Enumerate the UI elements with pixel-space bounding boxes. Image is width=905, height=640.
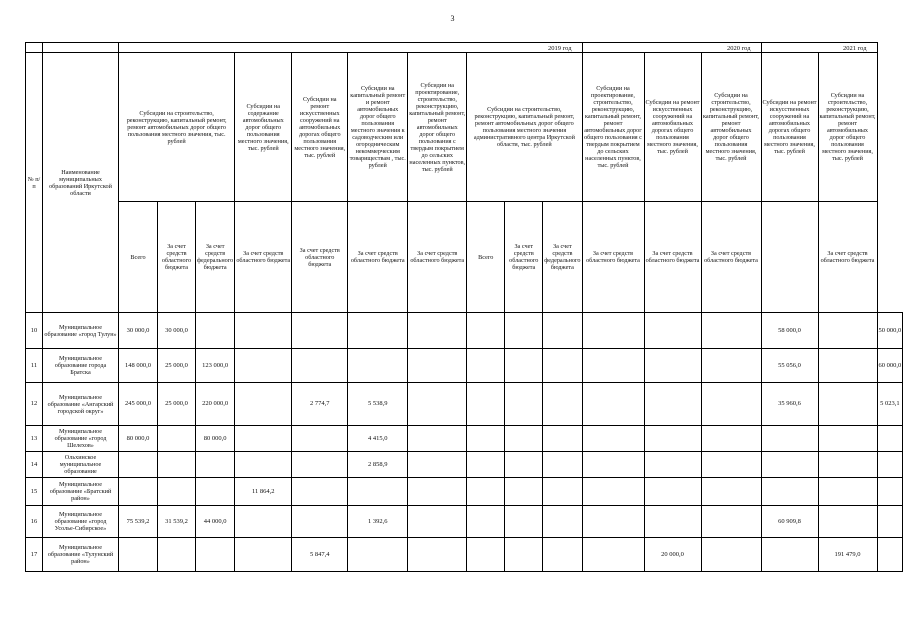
table-cell — [505, 478, 543, 506]
table-cell: 44 000,0 — [196, 506, 235, 538]
col-header-g2-total: Всего — [467, 202, 505, 313]
col-header-g1-federal: За счет средств федерального бюджета — [196, 202, 235, 313]
header-row-2 — [26, 202, 903, 313]
table-cell — [818, 349, 877, 383]
table-cell — [818, 452, 877, 478]
table-cell — [408, 478, 467, 506]
table-cell — [408, 383, 467, 426]
table-cell — [543, 383, 582, 426]
row-number: 17 — [26, 538, 43, 572]
table-cell — [761, 452, 818, 478]
table-cell — [877, 452, 903, 478]
table-cell — [292, 313, 348, 349]
col-header-c6-oblast: За счет средств областного бюджета — [292, 202, 348, 313]
table-cell — [158, 452, 196, 478]
table-cell — [467, 452, 505, 478]
table-cell — [582, 383, 644, 426]
year-2020: 2020 год — [582, 43, 761, 53]
table-row — [26, 478, 903, 506]
table-cell — [582, 478, 644, 506]
table-cell — [877, 538, 903, 572]
table-cell: 60 000,0 — [877, 349, 903, 383]
table-cell — [505, 506, 543, 538]
table-cell — [119, 538, 158, 572]
table-cell — [467, 426, 505, 452]
table-cell — [644, 506, 701, 538]
table-row — [26, 538, 903, 572]
table-cell — [467, 506, 505, 538]
table-cell: 2 774,7 — [292, 383, 348, 426]
municipality-name: Муниципальное образование «город Усолье-Сибирское» — [43, 506, 119, 538]
table-cell: 220 000,0 — [196, 383, 235, 426]
table-cell — [235, 313, 292, 349]
table-cell — [505, 349, 543, 383]
table-cell: 30 000,0 — [119, 313, 158, 349]
table-cell — [543, 349, 582, 383]
table-cell — [119, 478, 158, 506]
table-row — [26, 426, 903, 452]
table-cell: 25 000,0 — [158, 349, 196, 383]
table-cell — [505, 383, 543, 426]
table-cell — [235, 349, 292, 383]
table-cell: 75 539,2 — [119, 506, 158, 538]
table-cell: 50 000,0 — [877, 313, 903, 349]
table-cell — [701, 506, 761, 538]
table-cell — [761, 538, 818, 572]
table-cell — [582, 426, 644, 452]
table-cell — [196, 452, 235, 478]
table-cell — [235, 538, 292, 572]
table-cell: 20 000,0 — [644, 538, 701, 572]
table-cell — [505, 426, 543, 452]
table-cell — [292, 349, 348, 383]
col-header-c5-oblast: За счет средств областного бюджета — [235, 202, 292, 313]
table-cell — [644, 313, 701, 349]
col-header-g1-oblast: За счет средств областного бюджета — [158, 202, 196, 313]
table-cell — [505, 452, 543, 478]
table-cell: 30 000,0 — [158, 313, 196, 349]
table-cell — [408, 538, 467, 572]
table-body — [26, 313, 903, 572]
table-cell — [543, 506, 582, 538]
table-cell: 5 023,1 — [877, 383, 903, 426]
table-cell — [761, 478, 818, 506]
table-cell — [701, 478, 761, 506]
table-cell — [644, 349, 701, 383]
row-number: 12 — [26, 383, 43, 426]
table-cell — [408, 426, 467, 452]
col-header-c14-oblast: За счет средств областного бюджета — [701, 202, 761, 313]
table-row — [26, 383, 903, 426]
table-cell — [158, 538, 196, 572]
table-cell — [701, 538, 761, 572]
table-cell — [235, 506, 292, 538]
row-number: 16 — [26, 506, 43, 538]
table-cell: 148 000,0 — [119, 349, 158, 383]
col-header-c12-oblast: За счет средств областного бюджета — [582, 202, 644, 313]
col-header-c12: Субсидии на проектирование, строительство, реконструкцию, капитальный ремонт, ремонт автомобильных дорог общего пользования с твердым покрытием до сельских населенных пунктов, тыс. рублей — [582, 53, 644, 202]
year-header-row — [26, 43, 903, 53]
table-cell — [196, 538, 235, 572]
table-cell: 1 392,6 — [348, 506, 408, 538]
table-cell — [467, 478, 505, 506]
table-cell — [877, 478, 903, 506]
table-cell — [348, 349, 408, 383]
table-cell — [158, 478, 196, 506]
table-cell: 60 909,8 — [761, 506, 818, 538]
table-cell — [543, 426, 582, 452]
col-header-c5: Субсидии на содержание автомобильных дорог общего пользования местного значения, тыс. рублей — [235, 53, 292, 202]
col-header-c14: Субсидии на строительство, реконструкцию, капитальный ремонт, ремонт автомобильных дорог общего пользования местного значения, тыс. рублей — [701, 53, 761, 202]
table-cell: 245 000,0 — [119, 383, 158, 426]
table-cell — [408, 313, 467, 349]
table-cell — [292, 452, 348, 478]
col-header-c16: Субсидии на строительство, реконструкцию, капитальный ремонт, ремонт автомобильных дорог общего пользования местного значения, тыс. рублей — [818, 53, 877, 202]
col-header-c15-oblast — [761, 202, 818, 313]
year-2021: 2021 год — [761, 43, 877, 53]
table-cell — [877, 506, 903, 538]
col-header-group2: Субсидии на строительство, реконструкцию, капитальный ремонт, ремонт автомобильных дорог общего пользования местного значения административного центра Иркутской области, тыс. рублей — [467, 53, 582, 202]
col-header-c13-oblast: За счет средств областного бюджета — [644, 202, 701, 313]
table-cell: 25 000,0 — [158, 383, 196, 426]
table-row — [26, 452, 903, 478]
table-cell — [467, 313, 505, 349]
table-cell — [196, 478, 235, 506]
table-row — [26, 313, 903, 349]
col-header-g2-oblast: За счет средств областного бюджета — [505, 202, 543, 313]
table-cell — [644, 426, 701, 452]
table-cell — [505, 538, 543, 572]
table-cell — [235, 452, 292, 478]
table-cell — [701, 452, 761, 478]
table-cell — [582, 452, 644, 478]
col-header-g1-total: Всего — [119, 202, 158, 313]
municipality-name: Муниципальное образование «Братский район» — [43, 478, 119, 506]
header-row-1 — [26, 53, 903, 202]
col-header-g2-federal: За счет средств федерального бюджета — [543, 202, 582, 313]
row-number: 10 — [26, 313, 43, 349]
municipality-name: Муниципальное образование «Ангарский городской округ» — [43, 383, 119, 426]
table-cell — [761, 426, 818, 452]
table-cell — [582, 349, 644, 383]
col-header-group1: Субсидии на строительство, реконструкцию, капитальный ремонт, ремонт автомобильных дорог общего пользования местного значения, тыс. рублей — [119, 53, 235, 202]
row-number: 15 — [26, 478, 43, 506]
table-cell — [818, 383, 877, 426]
table-cell — [701, 313, 761, 349]
table-cell: 123 000,0 — [196, 349, 235, 383]
table-cell — [582, 506, 644, 538]
table-cell — [348, 538, 408, 572]
table-cell — [235, 426, 292, 452]
table-cell — [582, 538, 644, 572]
table-cell — [644, 478, 701, 506]
col-header-c6: Субсидии на ремонт искусственных сооружений на автомобильных дорогах общего пользования местного значения, тыс. рублей — [292, 53, 348, 202]
col-header-c8: Субсидии на проектирование, строительство, реконструкцию, капитальный ремонт, ремонт автомобильных дорог общего пользования с твердым покрытием до сельских населенных пунктов, тыс. рублей — [408, 53, 467, 202]
table-cell: 2 858,9 — [348, 452, 408, 478]
row-number: 14 — [26, 452, 43, 478]
row-number: 11 — [26, 349, 43, 383]
table-cell — [543, 313, 582, 349]
col-header-c7-oblast: За счет средств областного бюджета — [348, 202, 408, 313]
municipality-name: Муниципальное образование города Братска — [43, 349, 119, 383]
table-cell — [235, 383, 292, 426]
municipality-name: Муниципальное образование «город Шелехов» — [43, 426, 119, 452]
table-cell — [467, 349, 505, 383]
col-header-c15: Субсидии на ремонт искусственных сооружений на автомобильных дорогах общего пользования местного значения, тыс. рублей — [761, 53, 818, 202]
table-cell — [543, 538, 582, 572]
table-cell — [158, 426, 196, 452]
table-cell — [408, 506, 467, 538]
table-cell — [644, 383, 701, 426]
table-cell: 58 000,0 — [761, 313, 818, 349]
year-2019: 2019 год — [119, 43, 583, 53]
col-header-c7: Субсидии на капитальный ремонт и ремонт автомобильных дорог общего пользования местного значения к садоводческим или огородническим некоммерческим товариществам , тыс. рублей — [348, 53, 408, 202]
table-cell — [818, 426, 877, 452]
table-cell — [467, 383, 505, 426]
table-cell: 31 539,2 — [158, 506, 196, 538]
page-number: 3 — [450, 14, 455, 23]
table-cell — [701, 426, 761, 452]
col-header-c13: Субсидии на ремонт искусственных сооружений на автомобильных дорогах общего пользования местного значения, тыс. рублей — [644, 53, 701, 202]
table-cell — [644, 452, 701, 478]
table-cell — [877, 426, 903, 452]
table-cell: 35 960,6 — [761, 383, 818, 426]
table-cell — [818, 478, 877, 506]
table-cell — [292, 426, 348, 452]
table-cell — [582, 313, 644, 349]
table-cell — [119, 452, 158, 478]
table-cell — [292, 478, 348, 506]
table-cell: 11 864,2 — [235, 478, 292, 506]
table-cell — [543, 478, 582, 506]
table-cell: 80 000,0 — [119, 426, 158, 452]
table-cell: 191 479,0 — [818, 538, 877, 572]
col-header-c8-oblast: За счет средств областного бюджета — [408, 202, 467, 313]
col-header-name: Наименование муниципальных образований Иркутской области — [43, 53, 119, 313]
table-row — [26, 506, 903, 538]
table-cell: 55 056,0 — [761, 349, 818, 383]
table-row — [26, 349, 903, 383]
table-cell — [292, 506, 348, 538]
table-cell — [467, 538, 505, 572]
table-cell — [701, 349, 761, 383]
col-header-num: № п/п — [26, 53, 43, 313]
table-cell: 5 538,9 — [348, 383, 408, 426]
table-cell — [408, 452, 467, 478]
table-cell — [348, 478, 408, 506]
table-cell — [348, 313, 408, 349]
table-cell — [408, 349, 467, 383]
table-cell: 4 415,0 — [348, 426, 408, 452]
table-cell: 5 847,4 — [292, 538, 348, 572]
table-cell — [701, 383, 761, 426]
municipality-name: Муниципальное образование «город Тулун» — [43, 313, 119, 349]
col-header-c16-oblast: За счет средств областного бюджета — [818, 202, 877, 313]
row-number: 13 — [26, 426, 43, 452]
table-cell — [543, 452, 582, 478]
table-cell — [505, 313, 543, 349]
table-cell — [818, 313, 877, 349]
table-cell — [818, 506, 877, 538]
table-cell — [196, 313, 235, 349]
municipality-name: Ольхинское муниципальное образование — [43, 452, 119, 478]
table-cell: 80 000,0 — [196, 426, 235, 452]
municipality-name: Муниципальное образование «Тулунский район» — [43, 538, 119, 572]
subsidy-table — [25, 42, 903, 572]
